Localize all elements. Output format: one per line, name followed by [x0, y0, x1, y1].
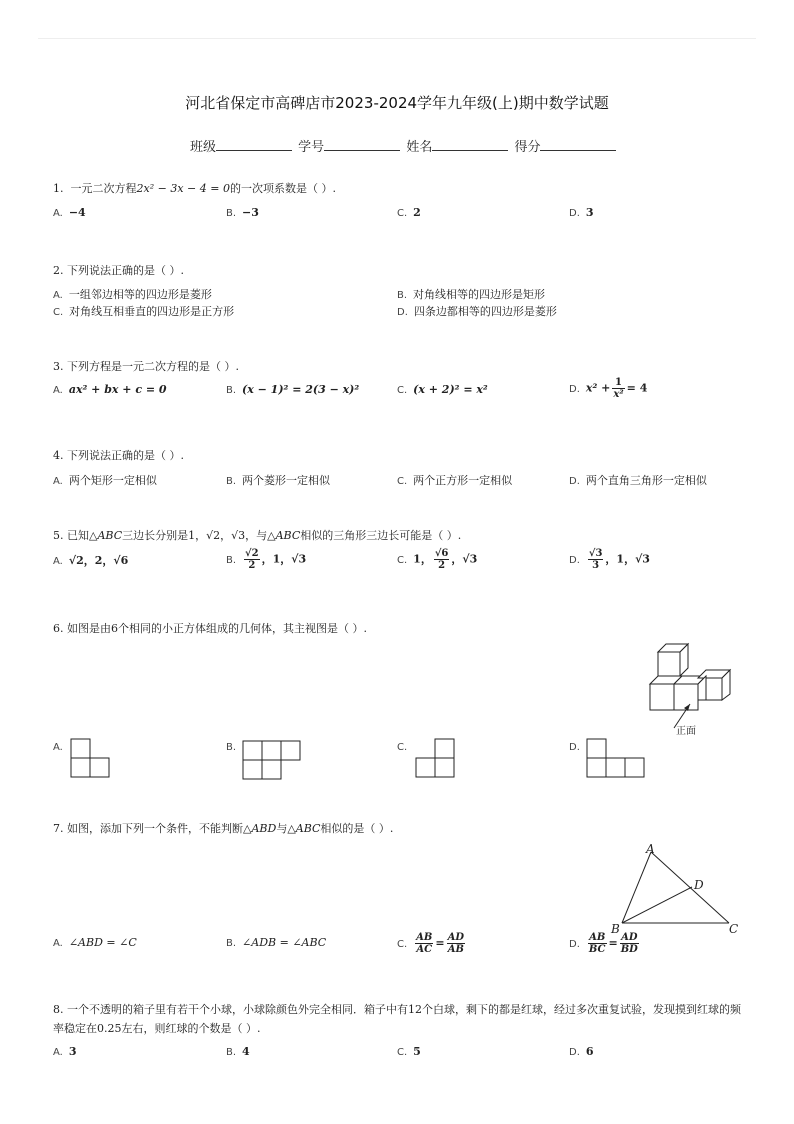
front-label: 正面 [676, 726, 696, 737]
q6-option-d-figure[interactable] [586, 738, 646, 778]
question-1: 1. 一元二次方程2x² − 3x − 4 = 0的一次项系数是（ ）. [53, 182, 336, 195]
score-blank[interactable] [540, 140, 616, 151]
q2-option-d[interactable]: D. 四条边都相等的四边形是菱形 [397, 305, 557, 318]
header-divider [38, 38, 756, 39]
name-label: 姓名 [406, 140, 433, 155]
q6-option-c[interactable]: C. [397, 742, 408, 753]
question-7: 7. 如图，添加下列一个条件，不能判断△ABD与△ABC相似的是（ ）. [53, 822, 394, 835]
question-5: 5. 已知△ABC三边长分别是1，√2，√3，与△ABC相似的三角形三边长可能是（ ）. [53, 529, 462, 542]
point-c-label: C [729, 922, 739, 936]
q8-option-c[interactable]: C. 5 [397, 1045, 421, 1058]
q3-option-d[interactable]: D. x² + $\frac{1}{\text{x²}}$ = 4 [569, 377, 648, 400]
q7-option-d[interactable]: D. $\frac{AB}{BC}$ = $\frac{AD}{BD}$ [569, 932, 638, 955]
q7-option-a[interactable]: A. ∠ABD = ∠C [53, 936, 137, 949]
point-b-label: B [611, 922, 620, 936]
q3-option-c[interactable]: C. (x + 2)² = x² [397, 383, 488, 396]
question-6: 6. 如图是由6个相同的小正方体组成的几何体，其主视图是（ ）. [53, 622, 367, 635]
q5-option-a[interactable]: A. √2，2，√6 [53, 554, 129, 567]
triangle-figure [605, 840, 745, 938]
q4-option-c[interactable]: C. 两个正方形一定相似 [397, 474, 513, 487]
q6-option-d[interactable]: D. [569, 742, 580, 753]
point-a-label: A [646, 842, 655, 856]
q2-option-b[interactable]: B. 对角线相等的四边形是矩形 [397, 288, 546, 301]
q1-option-d[interactable]: D. 3 [569, 206, 594, 219]
q1-option-a[interactable]: A. −4 [53, 206, 86, 219]
q6-option-a-figure[interactable] [70, 738, 112, 778]
q5-option-d[interactable]: D. $\frac{√3}{3}$ ，1，√3 [569, 548, 650, 571]
question-4: 4. 下列说法正确的是（ ）. [53, 449, 184, 462]
q3-option-a[interactable]: A. ax² + bx + c = 0 [53, 383, 167, 396]
point-d-label: D [694, 878, 704, 892]
q1-option-b[interactable]: B. −3 [226, 206, 259, 219]
page-title: 河北省保定市高碑店市2023-2024学年九年级(上)期中数学试题 [185, 94, 609, 112]
q2-option-c[interactable]: C. 对角线互相垂直的四边形是正方形 [53, 305, 235, 318]
q5-option-c[interactable]: C. 1， $\frac{√6}{2}$ ，√3 [397, 548, 478, 571]
q4-option-a[interactable]: A. 两个矩形一定相似 [53, 474, 157, 487]
id-label: 学号 [298, 140, 325, 155]
q6-option-b-figure[interactable] [242, 740, 302, 780]
student-info-line [190, 136, 618, 155]
name-blank[interactable] [432, 140, 508, 151]
q6-option-c-figure[interactable] [415, 738, 457, 778]
q8-option-d[interactable]: D. 6 [569, 1045, 594, 1058]
q3-option-b[interactable]: B. (x − 1)² = 2(3 − x)² [226, 383, 360, 396]
q6-option-a[interactable]: A. [53, 742, 63, 753]
question-8: 8. 一个不透明的箱子里有若干个小球，小球除颜色外完全相同．箱子中有12个白球，剩下的都是红球，经过多次重复试验，发现摸到红球的频率稳定在0.25左右，则红球的个数是（ ）. [53, 1003, 741, 1035]
q5-option-b[interactable]: B. $\frac{√2}{2}$ ，1，√3 [226, 548, 307, 571]
class-blank[interactable] [216, 140, 292, 151]
q6-option-b[interactable]: B. [226, 742, 237, 753]
class-label: 班级 [190, 140, 217, 155]
score-label: 得分 [514, 140, 541, 155]
q4-option-d[interactable]: D. 两个直角三角形一定相似 [569, 474, 707, 487]
q4-option-b[interactable]: B. 两个菱形一定相似 [226, 474, 331, 487]
q1-option-c[interactable]: C. 2 [397, 206, 421, 219]
question-3: 3. 下列方程是一元二次方程的是（ ）. [53, 360, 239, 373]
q7-option-c[interactable]: C. $\frac{AB}{AC}$ = $\frac{AD}{AB}$ [397, 932, 465, 955]
id-blank[interactable] [324, 140, 400, 151]
q7-option-b[interactable]: B. ∠ADB = ∠ABC [226, 936, 327, 949]
q2-option-a[interactable]: A. 一组邻边相等的四边形是菱形 [53, 288, 212, 301]
q8-option-a[interactable]: A. 3 [53, 1045, 77, 1058]
question-2: 2. 下列说法正确的是（ ）. [53, 264, 184, 277]
q8-option-b[interactable]: B. 4 [226, 1045, 250, 1058]
